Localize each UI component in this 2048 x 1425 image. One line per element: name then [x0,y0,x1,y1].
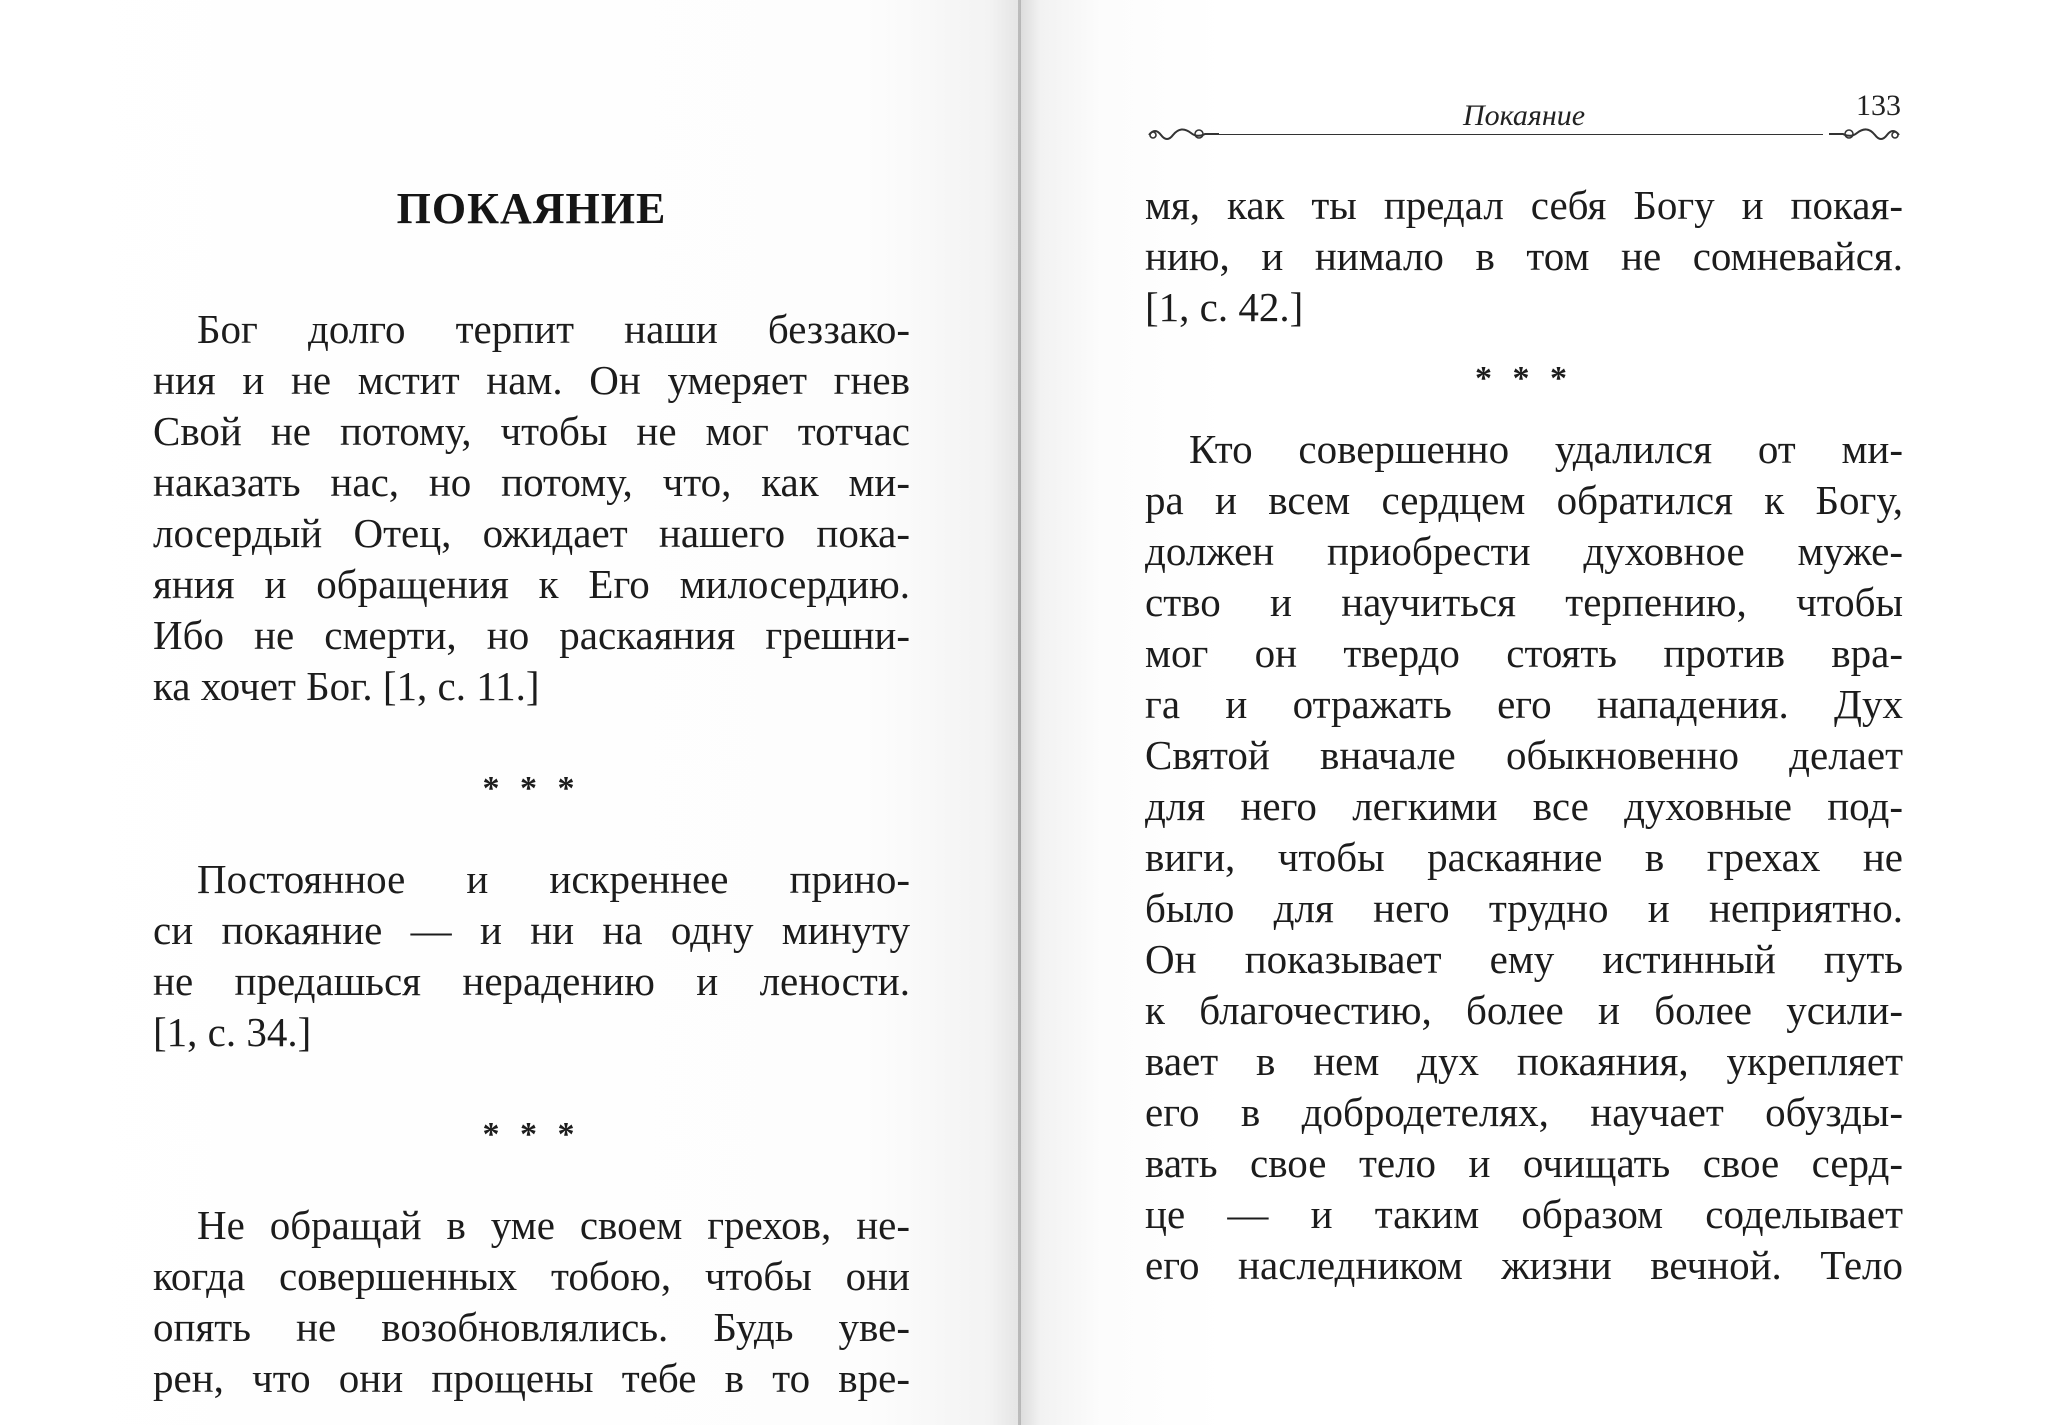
text-line: вать свое тело и очищать свое серд- [1145,1140,1903,1186]
text-line: нию, и нимало в том не сомневайся. [1145,233,1903,279]
text-line: Постоянное и искреннее прино- [197,856,910,902]
text-line: яния и обращения к Его милосердию. [153,561,910,607]
text-line: было для него трудно и неприятно. [1145,885,1903,931]
text-line: лосердый Отец, ожидает нашего пока- [153,510,910,556]
text-line: [1, с. 34.] [153,1009,312,1055]
text-line: це — и таким образом соделывает [1145,1191,1903,1237]
spacer [1145,333,1903,353]
text-line: мог он твердо стоять против вра- [1145,630,1903,676]
paragraph [153,304,910,712]
text-line: его наследником жизни вечной. Тело [1145,1242,1903,1288]
text-line: си покаяние — и ни на одну минуту [153,907,910,953]
text-line: когда совершенных тобою, чтобы они [153,1253,910,1299]
chapter-title: ПОКАЯНИЕ [396,184,667,233]
text-line: должен приобрести духовное муже- [1145,528,1903,574]
paragraph [1145,424,1903,1291]
text-line: га и отражать его нападения. Дух [1145,681,1903,727]
section-separator: * * * [1475,360,1573,397]
scroll-flourish-icon [1827,121,1903,145]
text-line: мя, как ты предал себя Богу и покая- [1145,182,1903,228]
paragraph [153,1200,910,1404]
header-rule [1217,134,1823,135]
spacer [153,1160,910,1200]
spacer [153,814,910,854]
text-line: Не обращай в уме своем грехов, не- [197,1202,910,1248]
right-page-text [1145,180,1903,1291]
paragraph [153,854,910,1058]
page-number: 133 [1856,89,1901,122]
text-line: к благочестию, более и более усили- [1145,987,1903,1033]
section-separator: * * * [482,770,581,807]
text-line: Он показывает ему истинный путь [1145,936,1903,982]
text-line: [1, с. 42.] [1145,284,1304,330]
text-line: наказать нас, но потому, что, как ми- [153,459,910,505]
text-line: ния и не мстит нам. Он умеряет гнев [153,357,910,403]
book-gutter [1018,0,1021,1425]
section-separator: * * * [482,1116,581,1153]
text-line: ка хочет Бог. [1, с. 11.] [153,663,540,709]
text-line: виги, чтобы раскаяние в грехах не [1145,834,1903,880]
text-line: Свой не потому, чтобы не мог тотчас [153,408,910,454]
text-line: ра и всем сердцем обратился к Богу, [1145,477,1903,523]
spacer [1145,404,1903,424]
text-line: Ибо не смерти, но раскаяния грешни- [153,612,910,658]
paragraph-continuation [1145,180,1903,333]
running-head [1145,89,1903,141]
spacer [153,712,910,763]
text-line: для него легкими все духовные под- [1145,783,1903,829]
text-line: Кто совершенно удалился от ми- [1189,426,1903,472]
text-line: ство и научиться терпению, чтобы [1145,579,1903,625]
spacer [153,1058,910,1109]
text-line: рен, что они прощены тебе в то вре- [153,1355,910,1401]
text-line: его в добродетелях, научает обузды- [1145,1089,1903,1135]
text-line: не предашься нерадению и лености. [153,958,910,1004]
left-page-text [153,304,910,1404]
text-line: опять не возобновлялись. Будь уве- [153,1304,910,1350]
text-line: Бог долго терпит наши беззако- [197,306,910,352]
running-head-title: Покаяние [1462,99,1586,132]
text-line: вает в нем дух покаяния, укрепляет [1145,1038,1903,1084]
text-line: Святой вначале обыкновенно делает [1145,732,1903,778]
